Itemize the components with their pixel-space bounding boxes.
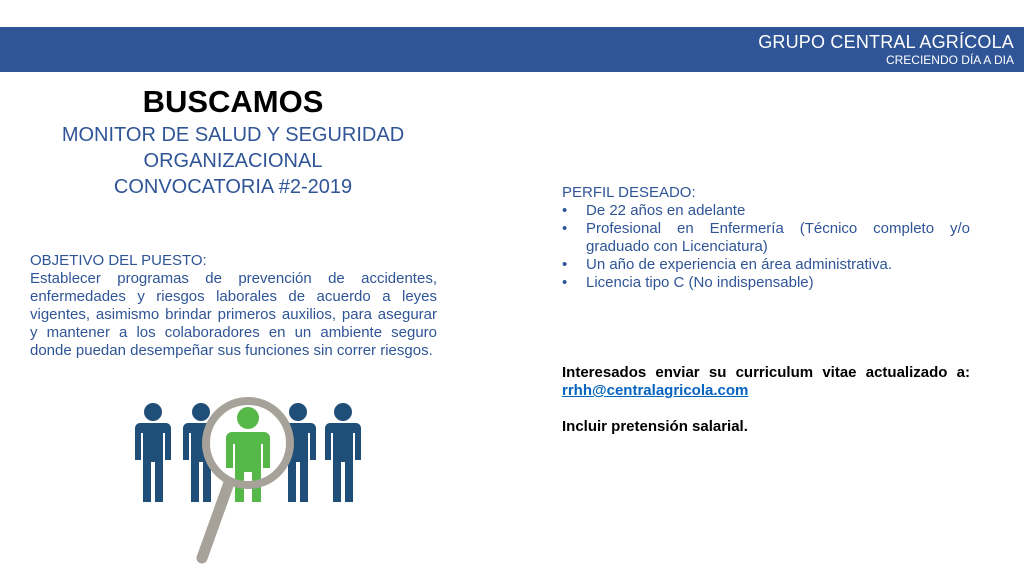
subtitle-line: ORGANIZACIONAL xyxy=(143,150,323,172)
subtitle-line: MONITOR DE SALUD Y SEGURIDAD xyxy=(61,124,405,146)
page-title: BUSCAMOS xyxy=(142,84,324,119)
person-icon xyxy=(325,403,361,502)
salary-note: Incluir pretensión salarial. xyxy=(562,418,748,435)
header-bar xyxy=(0,27,1024,72)
company-name: GRUPO CENTRAL AGRÍCOLA xyxy=(758,32,1014,52)
bullet-icon: • xyxy=(562,220,568,237)
objective-body: Establecer programas de prevención de accidentes, enfermedades y riesgos laborales de acuerdo a leyes vigentes, asimismo brindar primeros auxilios, para asegurar y mantener a los colaboradores en un ambiente seguro donde puedan desempeñar sus funciones sin correr riesgos. xyxy=(30,270,437,359)
contact-text: Interesados enviar su curriculum vitae actualizado a: xyxy=(562,364,970,381)
email-link[interactable]: rrhh@centralagricola.com xyxy=(562,382,749,399)
objective-heading: OBJETIVO DEL PUESTO: xyxy=(30,252,207,269)
list-item xyxy=(562,202,970,220)
list-item-text: Licencia tipo C (No indispensable) xyxy=(586,274,814,291)
list-item-text: Profesional en Enfermería (Técnico completo y/o graduado con Licenciatura) xyxy=(586,220,970,255)
subtitle-line: CONVOCATORIA #2-2019 xyxy=(113,176,353,198)
position-subtitle xyxy=(40,122,426,200)
profile-section xyxy=(562,184,970,292)
list-item xyxy=(562,220,970,256)
bullet-icon: • xyxy=(562,256,568,273)
bullet-icon: • xyxy=(562,202,568,219)
list-item xyxy=(562,274,970,292)
bullet-icon: • xyxy=(562,274,568,291)
candidate-search-illustration xyxy=(120,385,380,570)
list-item-text: De 22 años en adelante xyxy=(586,202,746,219)
contact-section xyxy=(562,364,970,436)
person-icon xyxy=(135,403,171,502)
list-item xyxy=(562,256,970,274)
objective-section xyxy=(30,252,437,360)
profile-heading: PERFIL DESEADO: xyxy=(562,184,696,201)
company-tagline: CRECIENDO DÍA A DIA xyxy=(885,53,1014,67)
list-item-text: Un año de experiencia en área administrativa. xyxy=(586,256,893,273)
profile-list xyxy=(562,202,970,292)
brand-block xyxy=(758,31,1014,68)
